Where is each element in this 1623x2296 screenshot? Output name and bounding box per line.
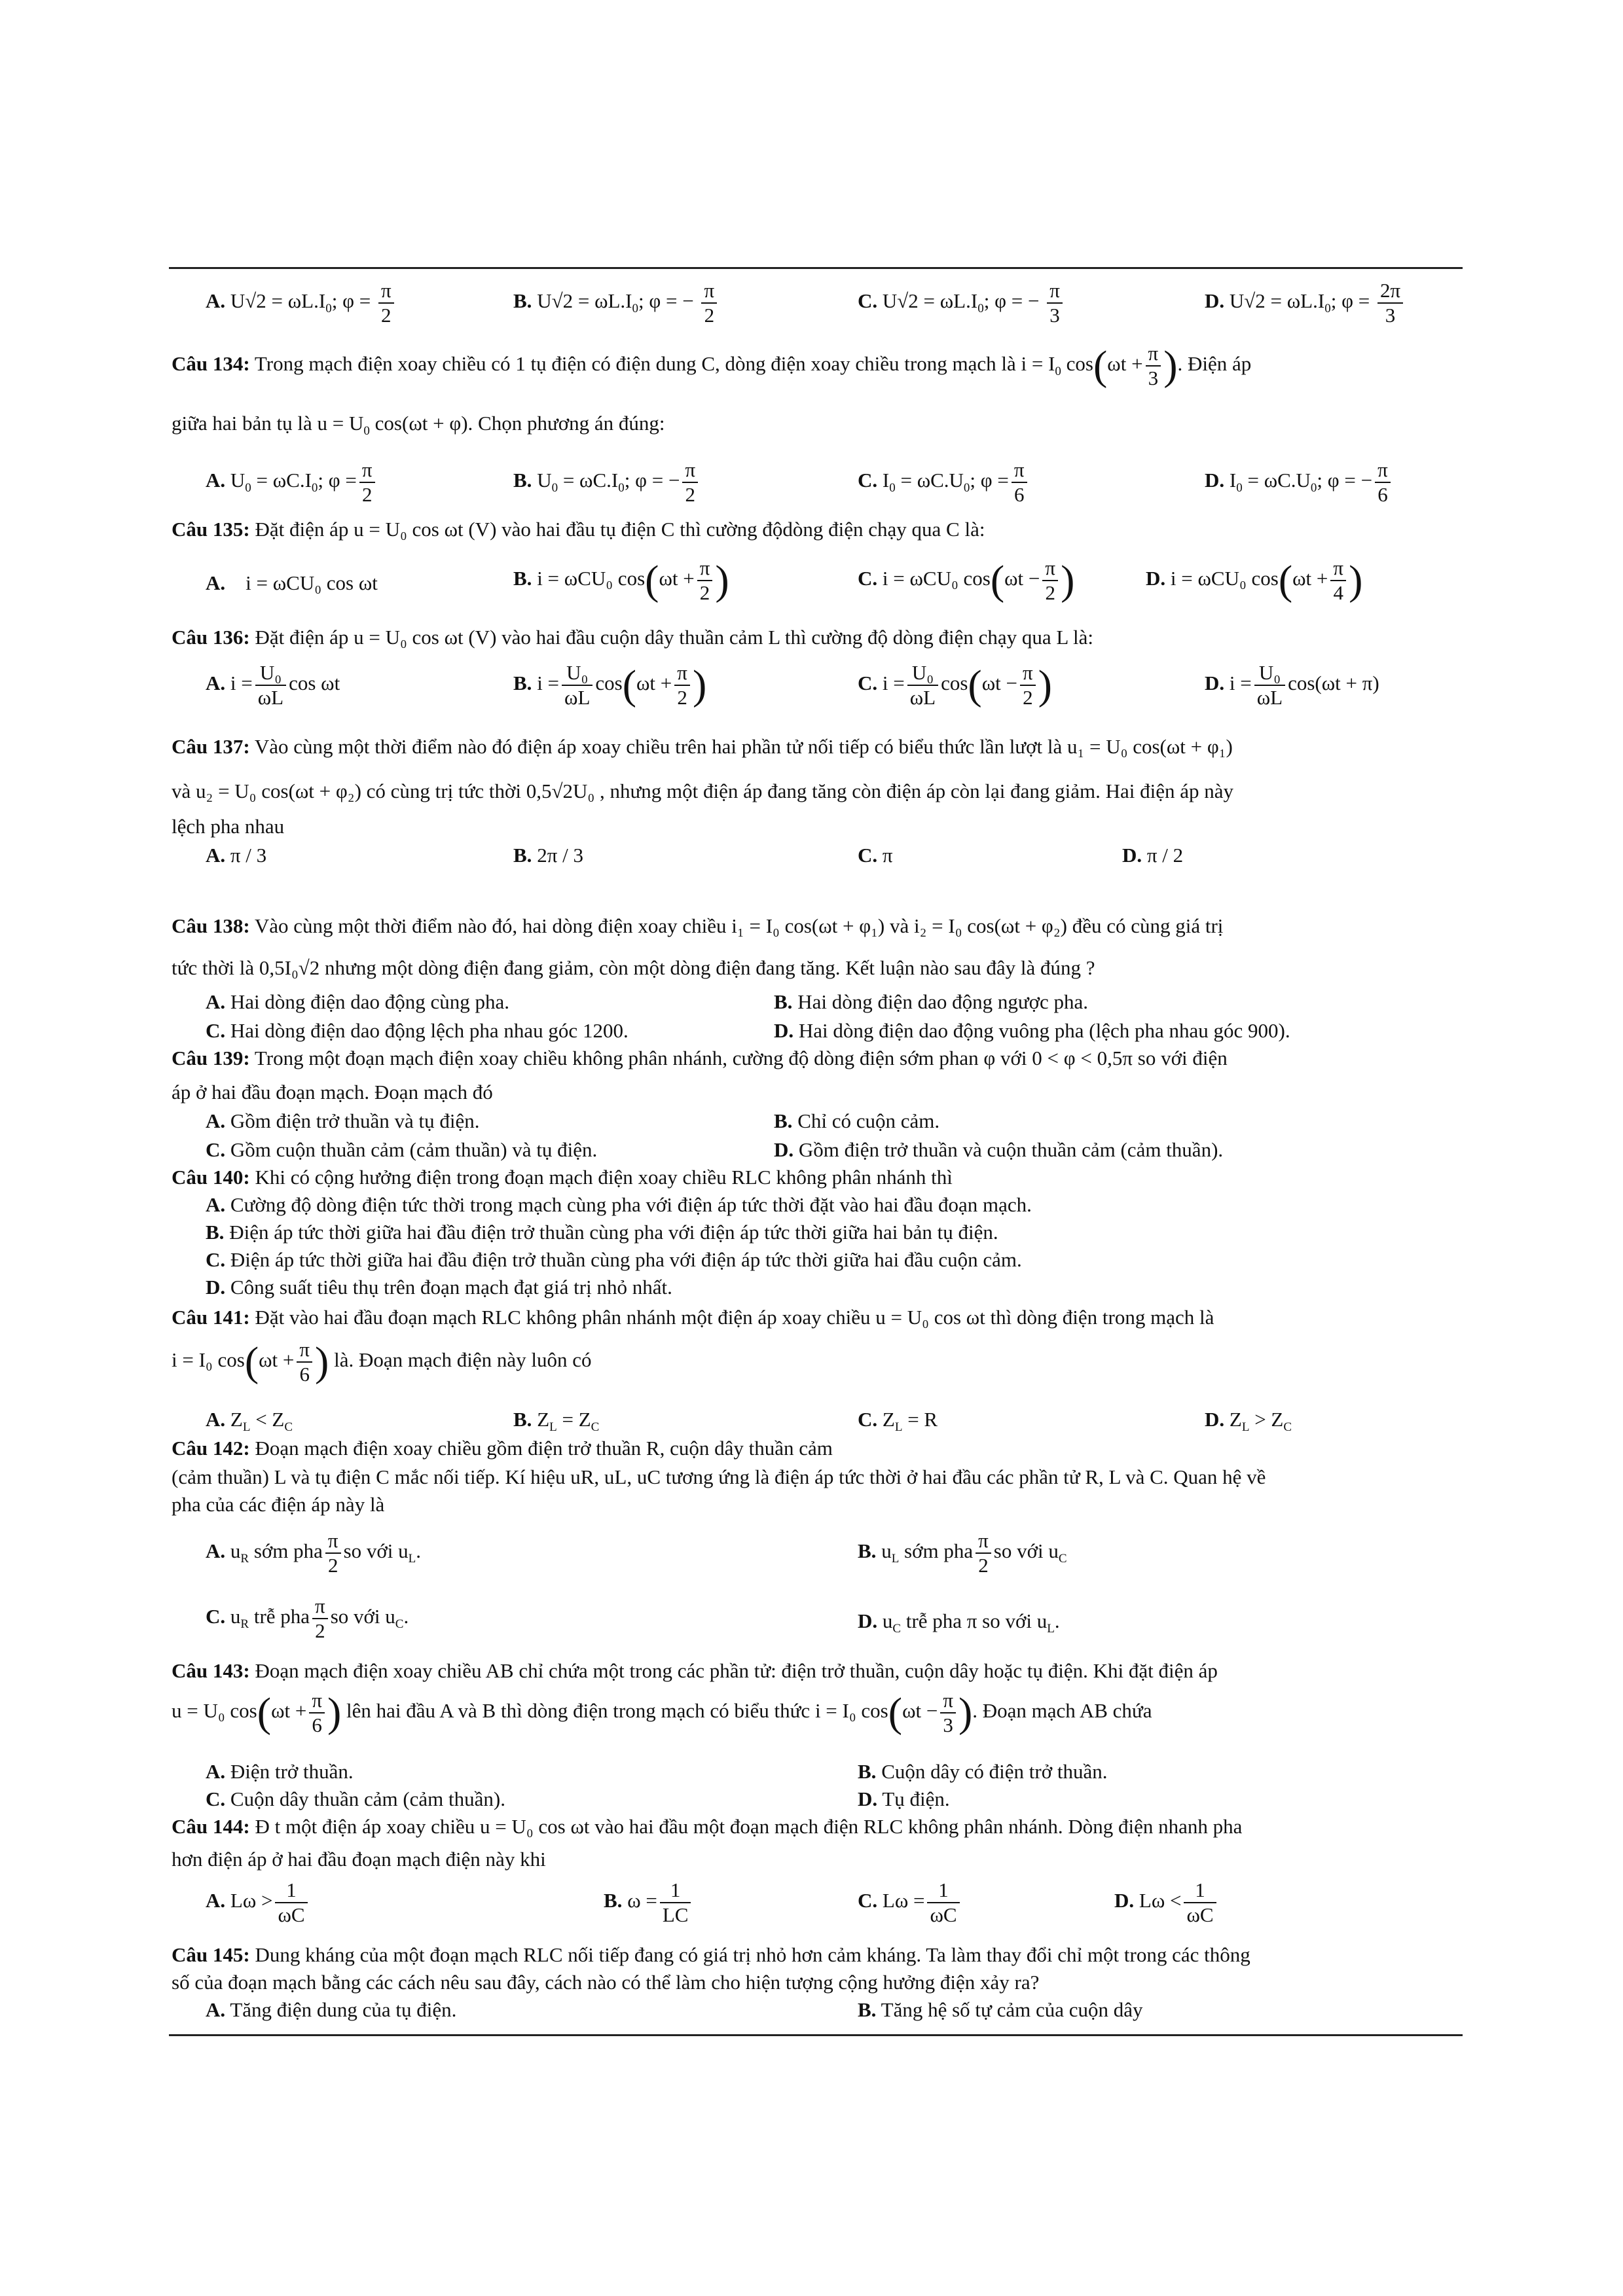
- q133-option-d: D. $U√2 = \omega L.I_0$; φ = $\frac{2\pi}{3}$: [1205, 279, 1406, 327]
- q140-stem: Câu 140: Khi có cộng hưởng điện trong đoạn mạch điện xoay chiều RLC không phân nhánh thì: [172, 1166, 953, 1189]
- q143-stem: Câu 143: Đoạn mạch điện xoay chiều AB chỉ chứa một trong các phần tử: điện trở thuần, cuộn dây hoặc tụ điện. Khi đặt điện áp: [172, 1659, 1218, 1682]
- q135-option-c: C. i = ωCU₀ cos(ωt − $\frac{\pi}{2}$ ): [858, 556, 1075, 604]
- q137-stem-2: và u₂ = U₀ cos(ωt + φ₂) có cùng trị tức thời 0,5√2U₀ , nhưng một điện áp đang tăng còn điện áp còn lại đang giảm. Hai điện áp này: [172, 780, 1234, 802]
- q135-option-d: D. i = ωCU₀ cos(ωt + $\frac{\pi}{4}$ ): [1146, 556, 1363, 604]
- q135-option-a: A. i = ωCU₀ cos ωt: [206, 571, 378, 594]
- q139-stem: Câu 139: Trong một đoạn mạch điện xoay chiều không phân nhánh, cường độ dòng điện sớm phan φ với 0 < φ < 0,5π so với điện: [172, 1047, 1228, 1069]
- q141-option-c: C. $Z_L = R$: [858, 1408, 938, 1435]
- q133-option-c: C. $U√2 = \omega L.I_0$; φ = − $\frac{\pi}{3}$: [858, 279, 1065, 327]
- q141-option-b: B. $Z_L = Z_C$: [513, 1408, 600, 1435]
- q137-option-b: B. 2π / 3: [513, 844, 583, 867]
- q139-option-c: C. Gồm cuộn thuần cảm (cảm thuần) và tụ điện.: [206, 1138, 598, 1161]
- q141-stem: Câu 141: Đặt vào hai đầu đoạn mạch RLC không phân nhánh một điện áp xoay chiều u = U₀ cos ωt thì dòng điện trong mạch là: [172, 1306, 1214, 1329]
- q140-option-b: B. Điện áp tức thời giữa hai đầu điện trở thuần cùng pha với điện áp tức thời giữa hai bản tụ điện.: [206, 1221, 998, 1244]
- q140-option-a: A. Cường độ dòng điện tức thời trong mạch cùng pha với điện áp tức thời đặt vào hai đầu đoạn mạch.: [206, 1193, 1032, 1216]
- q144-option-d: D. Lω < $\frac{1}{\omega C}$: [1114, 1878, 1219, 1926]
- top-rule: [169, 267, 1463, 269]
- q136-stem: Câu 136: Đặt điện áp u = U₀ cos ωt (V) vào hai đầu cuộn dây thuần cảm L thì cường độ dòng điện chạy qua L là:: [172, 626, 1093, 649]
- q142-option-b: B. $u_L$ sớm pha $\frac{\pi}{2}$ so với $u_C$: [858, 1529, 1067, 1577]
- q145-stem: Câu 145: Dung kháng của một đoạn mạch RLC nối tiếp đang có giá trị nhỏ hơn cảm kháng. Ta làm thay đổi chỉ một trong các thông: [172, 1943, 1250, 1966]
- bottom-rule: [169, 2034, 1463, 2036]
- q141-stem-2: i = I₀ cos(ωt + $\frac{\pi}{6}$ ) là. Đoạn mạch điện này luôn có: [172, 1338, 592, 1386]
- q144-stem-2: hơn điện áp ở hai đầu đoạn mạch điện này khi: [172, 1848, 546, 1871]
- q136-option-d: D. i = $\frac{\text{U₀}}{\omega L}$ cos(ωt + π): [1205, 661, 1379, 709]
- q136-option-b: B. i = $\frac{\text{U₀}}{\omega L}$ cos(ωt + $\frac{\pi}{2}$ ): [513, 661, 707, 709]
- q142-option-d: D. $u_C$ trễ pha π so với $u_L$.: [858, 1609, 1060, 1636]
- q142-options-1: [172, 1529, 1460, 1581]
- q138-option-b: B. Hai dòng điện dao động ngược pha.: [774, 990, 1089, 1013]
- q142-stem-3: pha của các điện áp này là: [172, 1493, 385, 1516]
- q143-option-a: A. Điện trở thuần.: [206, 1760, 354, 1783]
- q145-stem-2: số của đoạn mạch bằng các cách nêu sau đây, cách nào có thể làm cho hiện tượng cộng hưởng điện xảy ra?: [172, 1971, 1040, 1994]
- q140-option-d: D. Công suất tiêu thụ trên đoạn mạch đạt giá trị nhỏ nhất.: [206, 1276, 672, 1299]
- q138-stem-2: tức thời là 0,5I₀√2 nhưng một dòng điện đang giảm, còn một dòng điện đang tăng. Kết luận nào sau đây là đúng ?: [172, 956, 1095, 979]
- q139-option-b: B. Chỉ có cuộn cảm.: [774, 1109, 940, 1132]
- q144-option-a: A. Lω > $\frac{1}{\omega C}$: [206, 1878, 310, 1926]
- q138-stem: Câu 138: Vào cùng một thời điểm nào đó, hai dòng điện xoay chiều i₁ = I₀ cos(ωt + φ₁) và i₂ = I₀ cos(ωt + φ₂) đều có cùng giá trị: [172, 914, 1224, 937]
- q135-option-b: B. i = ωCU₀ cos(ωt + $\frac{\pi}{2}$ ): [513, 556, 729, 604]
- q142-option-a: A. $u_R$ sớm pha $\frac{\pi}{2}$ so với $u_L$.: [206, 1529, 422, 1577]
- q143-option-c: C. Cuộn dây thuần cảm (cảm thuần).: [206, 1787, 505, 1810]
- q144-option-b: B. ω = $\frac{1}{LC}$: [604, 1878, 693, 1926]
- q134-options: [172, 458, 1460, 511]
- q139-stem-2: áp ở hai đầu đoạn mạch. Đoạn mạch đó: [172, 1081, 493, 1103]
- q137-option-d: D. π / 2: [1122, 844, 1184, 867]
- q133-options: [172, 279, 1460, 338]
- q137-option-c: C. π: [858, 844, 893, 867]
- q139-option-d: D. Gồm điện trở thuần và cuộn thuần cảm (cảm thuần).: [774, 1138, 1224, 1161]
- q138-option-a: A. Hai dòng điện dao động cùng pha.: [206, 990, 510, 1013]
- q141-option-d: D. $Z_L > Z_C$: [1205, 1408, 1292, 1435]
- q144-options: [172, 1878, 1460, 1931]
- q143-stem-2: u = U₀ cos(ωt + $\frac{\pi}{6}$ ) lên hai đầu A và B thì dòng điện trong mạch có biểu thức i = I₀ cos(ωt − $\frac{\pi}{3}$ ). Đoạn mạch AB chứa: [172, 1689, 1152, 1736]
- q142-options-2: [172, 1594, 1460, 1647]
- q134-stem: Câu 134: Trong mạch điện xoay chiều có 1 tụ điện có điện dung C, dòng điện xoay chiều trong mạch là $i = I_0$ cos(ωt + $\frac{\pi}{3}$ ). Điện áp: [172, 342, 1252, 389]
- q136-options: [172, 661, 1460, 721]
- q138-option-d: D. Hai dòng điện dao động vuông pha (lệch pha nhau góc 900).: [774, 1019, 1290, 1042]
- q142-stem-2: (cảm thuần) L và tụ điện C mắc nối tiếp. Kí hiệu uR, uL, uC tương ứng là điện áp tức thời ở hai đầu các phần tử R, L và C. Quan hệ về: [172, 1465, 1266, 1488]
- q134-option-d: D. $I_0 = \omega C.U_0$; φ = − $\frac{\pi}{6}$: [1205, 458, 1393, 506]
- q137-options: [172, 843, 1460, 872]
- q141-option-a: A. $Z_L < Z_C$: [206, 1408, 293, 1435]
- q134-option-a: A. $U_0 = \omega C.I_0$; φ = $\frac{\pi}{2}$: [206, 458, 378, 506]
- q136-option-a: A. i = $\frac{\text{U₀}}{\omega L}$ cos ωt: [206, 661, 340, 709]
- q142-stem: Câu 142: Đoạn mạch điện xoay chiều gồm điện trở thuần R, cuộn dây thuần cảm: [172, 1437, 833, 1460]
- q133-option-a: A. $U√2 = \omega L.I_0$; φ = $\frac{\pi}{2}$: [206, 279, 397, 327]
- q143-option-d: D. Tụ điện.: [858, 1787, 950, 1810]
- q134-stem-2: giữa hai bản tụ là $u = U_0$ cos(ωt + φ). Chọn phương án đúng:: [172, 412, 665, 439]
- q137-stem: Câu 137: Vào cùng một thời điểm nào đó điện áp xoay chiều trên hai phần tử nối tiếp có biểu thức lần lượt là u₁ = U₀ cos(ωt + φ₁): [172, 735, 1233, 758]
- q133-option-b: B. $U√2 = \omega L.I_0$; φ = − $\frac{\pi}{2}$: [513, 279, 720, 327]
- q142-option-c: C. $u_R$ trễ pha $\frac{\pi}{2}$ so với $u_C$.: [206, 1594, 409, 1642]
- q135-stem: Câu 135: Đặt điện áp u = U₀ cos ωt (V) vào hai đầu tụ điện C thì cường độdòng điện chạy qua C là:: [172, 518, 985, 541]
- q135-options: [172, 556, 1460, 615]
- q144-option-c: C. Lω = $\frac{1}{\omega C}$: [858, 1878, 962, 1926]
- q137-stem-3: lệch pha nhau: [172, 815, 285, 838]
- q144-stem: Câu 144: Đ t một điện áp xoay chiều u = U₀ cos ωt vào hai đầu một đoạn mạch điện RLC không phân nhánh. Dòng điện nhanh pha: [172, 1815, 1243, 1838]
- q139-option-a: A. Gồm điện trở thuần và tụ điện.: [206, 1109, 480, 1132]
- q145-option-b: B. Tăng hệ số tự cảm của cuộn dây: [858, 1998, 1143, 2021]
- q134-option-c: C. $I_0 = \omega C.U_0$; φ = $\frac{\pi}{6}$: [858, 458, 1030, 506]
- q138-option-c: C. Hai dòng điện dao động lệch pha nhau góc 1200.: [206, 1019, 629, 1042]
- q137-option-a: A. π / 3: [206, 844, 267, 867]
- q145-option-a: A. Tăng điện dung của tụ điện.: [206, 1998, 457, 2021]
- q134-option-b: B. $U_0 = \omega C.I_0$; φ = − $\frac{\pi}{2}$: [513, 458, 701, 506]
- q136-option-c: C. i = $\frac{\text{U₀}}{\omega L}$ cos(ωt − $\frac{\pi}{2}$ ): [858, 661, 1052, 709]
- question-label: Câu 134:: [172, 351, 250, 375]
- q140-option-c: C. Điện áp tức thời giữa hai đầu điện trở thuần cùng pha với điện áp tức thời giữa hai đầu cuộn cảm.: [206, 1248, 1022, 1271]
- q143-option-b: B. Cuộn dây có điện trở thuần.: [858, 1760, 1108, 1783]
